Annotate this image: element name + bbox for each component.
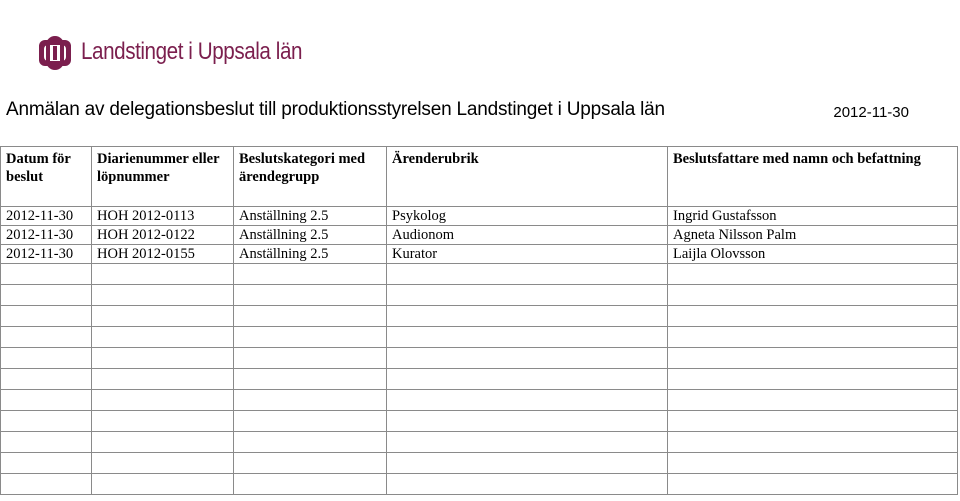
empty-row xyxy=(1,369,958,390)
logo-text: Landstinget i Uppsala län xyxy=(81,38,303,65)
cell-date: 2012-11-30 xyxy=(1,226,92,245)
table-row xyxy=(1,207,958,226)
empty-row xyxy=(1,264,958,285)
column-header-diary-number: Diarienummer eller löpnummer xyxy=(92,147,234,207)
cell-diary-number: HOH 2012-0122 xyxy=(92,226,234,245)
cell-decision-maker: Agneta Nilsson Palm xyxy=(668,226,958,245)
empty-row xyxy=(1,411,958,432)
cell-decision-maker: Ingrid Gustafsson xyxy=(668,207,958,226)
cell-category: Anställning 2.5 xyxy=(234,207,387,226)
cell-decision-maker: Laijla Olovsson xyxy=(668,245,958,264)
page-title: Anmälan av delegationsbeslut till produktionsstyrelsen Landstinget i Uppsala län xyxy=(6,99,665,120)
empty-row xyxy=(1,348,958,369)
cell-subject: Audionom xyxy=(387,226,668,245)
cell-category: Anställning 2.5 xyxy=(234,245,387,264)
document-date: 2012-11-30 xyxy=(833,104,909,121)
empty-row xyxy=(1,306,958,327)
cell-date: 2012-11-30 xyxy=(1,245,92,264)
table-header-row xyxy=(1,147,958,207)
column-header-category: Beslutskategori med ärendegrupp xyxy=(234,147,387,207)
cell-diary-number: HOH 2012-0113 xyxy=(92,207,234,226)
empty-row xyxy=(1,432,958,453)
empty-row xyxy=(1,285,958,306)
cell-subject: Psykolog xyxy=(387,207,668,226)
cell-subject: Kurator xyxy=(387,245,668,264)
cell-date: 2012-11-30 xyxy=(1,207,92,226)
landstinget-logo-icon xyxy=(37,34,73,70)
table-row xyxy=(1,245,958,264)
empty-row xyxy=(1,453,958,474)
cell-category: Anställning 2.5 xyxy=(234,226,387,245)
column-header-decision-maker: Beslutsfattare med namn och befattning xyxy=(668,147,958,207)
decisions-table xyxy=(0,146,958,495)
column-header-subject: Ärenderubrik xyxy=(387,147,668,207)
cell-diary-number: HOH 2012-0155 xyxy=(92,245,234,264)
logo xyxy=(37,32,338,72)
empty-row xyxy=(1,327,958,348)
empty-row xyxy=(1,390,958,411)
column-header-date: Datum för beslut xyxy=(1,147,92,207)
table-row xyxy=(1,226,958,245)
empty-row xyxy=(1,474,958,495)
